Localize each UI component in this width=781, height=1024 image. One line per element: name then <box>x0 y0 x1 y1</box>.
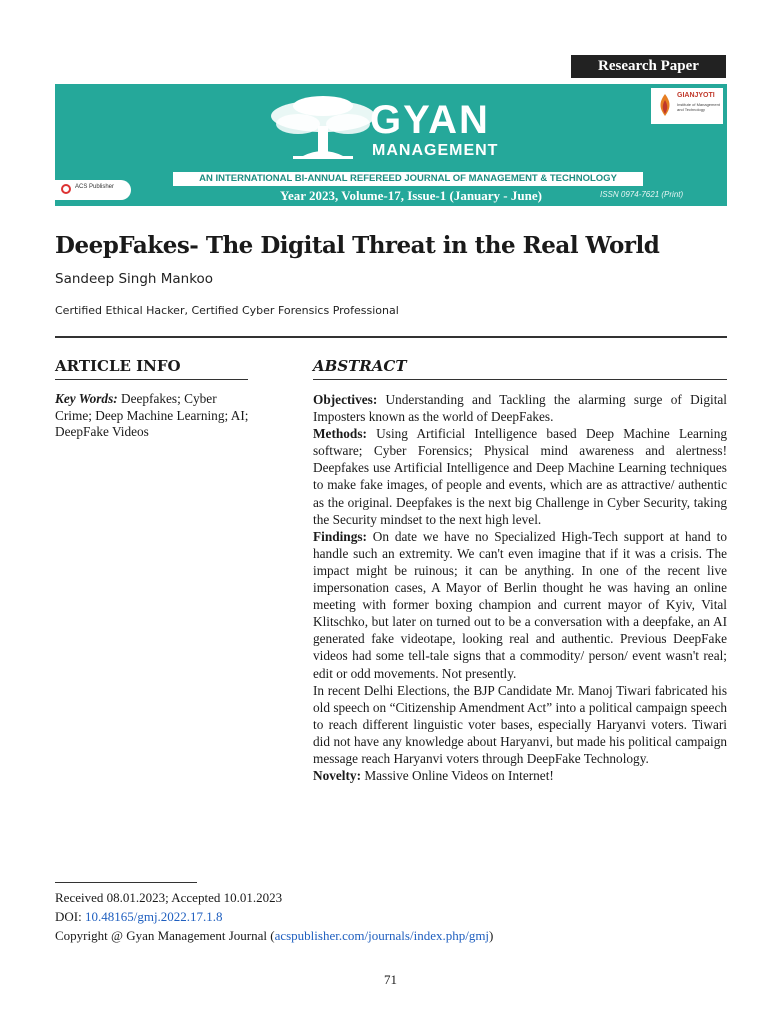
keywords-block <box>55 391 255 441</box>
article-info-heading: ARTICLE INFO <box>55 357 248 380</box>
institute-logo <box>651 88 723 124</box>
doi-line <box>55 907 655 926</box>
publisher-logo-icon <box>61 184 71 194</box>
issn: ISSN 0974-7621 (Print) <box>600 190 684 199</box>
abstract-findings <box>313 528 727 682</box>
abstract-heading: ABSTRACT <box>313 357 727 380</box>
institute-logo-sub: Institute of Management and Technology <box>677 102 720 112</box>
section-divider <box>55 336 727 338</box>
author-name: Sandeep Singh Mankoo <box>55 271 214 287</box>
doi-label: DOI: <box>55 909 85 924</box>
objectives-text: Understanding and Tackling the alarming surge of Digital Imposters known as the world of DeepFakes. <box>313 392 727 425</box>
publisher-logo <box>55 180 131 200</box>
author-affiliation: Certified Ethical Hacker, Certified Cyber Forensics Professional <box>55 304 399 317</box>
methods-text: Using Artificial Intelligence based Deep Machine Learning software; Cyber Forensics; Physical mind awareness and alertness! Deepfakes use Artificial Intelligence and Deep Machine Learning techniques to make fake images, of people and events, which are as attractive/ authentic as the original. Deepfakes is the next big Challenge in Cyber Security, taking the Security mindset to the next high level. <box>313 426 727 527</box>
journal-logo-subtitle: MANAGEMENT <box>372 142 499 159</box>
findings-text: On date we have no Specialized High-Tech support at hand to handle such an extremity. We can't even imagine that if it was a crisis. The impact might be ruinous; it can be anything. In one of the recent live impersonation cases, A Mayor of Berlin thought he was having an online meeting with former boxing champion and current mayor of Kyiv, Vital Klitschko, but later on turned out to be a conversation with a deepfake, an AI generated fake videotape, looking real and authentic. Previous DeepFake videos had some tell-tale signs that a commodity/ person/ event wasn't real; edit or odd movements. Not presently. <box>313 528 727 681</box>
novelty-text: Massive Online Videos on Internet! <box>361 768 554 784</box>
flame-logo-icon <box>655 92 675 118</box>
copyright-suffix: ) <box>489 928 494 943</box>
tree-logo-icon <box>263 94 383 162</box>
copyright-line <box>55 926 655 945</box>
received-dates: Received 08.01.2023; Accepted 10.01.2023 <box>55 890 283 905</box>
issue-info: Year 2023, Volume-17, Issue-1 (January - June) <box>280 188 542 203</box>
page-number: 71 <box>384 972 397 987</box>
journal-url-link[interactable]: acspublisher.com/journals/index.php/gmj <box>274 928 490 943</box>
footnote-divider <box>55 882 197 883</box>
journal-logo-title: GYAN <box>370 98 490 142</box>
abstract-delhi: In recent Delhi Elections, the BJP Candidate Mr. Manoj Tiwari fabricated his old speech on “Citizenship Amendment Act” into a political campaign speech to reach different linguistic voter bases, especially Haryanvi voters. Tiwari did not have any knowledge about Haryanvi, but made his political campaign message reach Haryanvi voters through DeepFake Technology. <box>313 682 727 766</box>
doi-link[interactable]: 10.48165/gmj.2022.17.1.8 <box>84 909 223 924</box>
institute-logo-name: GIANJYOTI <box>677 92 715 99</box>
copyright-prefix: Copyright @ Gyan Management Journal ( <box>55 928 275 943</box>
abstract-methods <box>313 425 727 528</box>
publisher-logo-text: ACS Publisher <box>75 184 115 190</box>
journal-tagline: AN INTERNATIONAL BI-ANNUAL REFEREED JOURNAL OF MANAGEMENT & TECHNOLOGY <box>173 172 643 186</box>
abstract-objectives <box>313 391 727 425</box>
methods-label: Methods: <box>313 426 367 442</box>
novelty-label: Novelty: <box>313 768 361 784</box>
journal-banner <box>55 84 727 206</box>
keywords-label: Key Words: <box>55 391 118 406</box>
article-title: DeepFakes- The Digital Threat in the Real World <box>55 232 660 259</box>
research-paper-label: Research Paper <box>571 55 726 78</box>
abstract-body <box>313 391 727 784</box>
findings-label: Findings: <box>313 528 367 544</box>
objectives-label: Objectives: <box>313 392 378 407</box>
keywords-text: Deepfakes; Cyber Crime; Deep Machine Learning; AI; DeepFake Videos <box>55 391 249 439</box>
abstract-novelty <box>313 767 727 784</box>
footnotes <box>55 888 655 945</box>
